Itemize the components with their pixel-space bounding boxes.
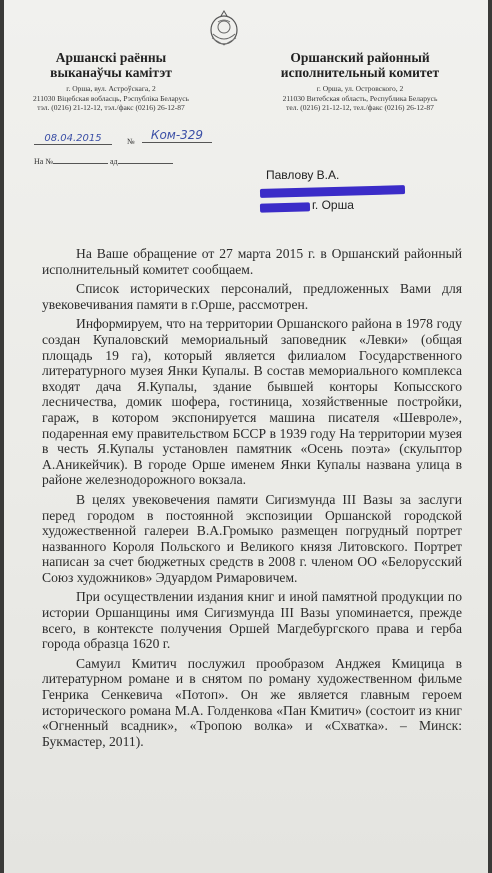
address-line: г. Орша, ул. Островского, 2 [316, 84, 404, 93]
addressee-city: г. Орша [312, 198, 354, 212]
header-left-belarusian [26, 50, 196, 113]
paragraph: Информируем, что на территории Оршанского района в 1978 году создан Купаловский мемориальный заповедник «Левки» (общая площадь 19 га), который является филиалом Государственного литературного музея Янки Купалы. В состав мемориального комплекса входят дача Я.Купалы, здание бывшей конторы Копысского лесничества, домик шофера, гостиница, хозяйственные постройки, гараж, в котором экспонируется машина писателя «Шевроле», подаренная ему правительством БССР в 1939 году На территории музея в честь Я.Купалы установлен памятник «Осень поэта» (скульптор А.Аникейчик). В городе Орше именем Янки Купалы названа улица в районе железнодорожного вокзала. [42, 316, 462, 488]
org-name-line: исполнительный комитет [280, 65, 440, 80]
address-line: г. Орша, вул. Астроўскага, 2 [66, 84, 156, 93]
org-name-line: Оршанский районный [290, 50, 430, 65]
state-emblem-icon [206, 8, 242, 48]
reference-no-label: На № [34, 157, 53, 166]
reference-row [34, 156, 173, 166]
letter-sheet [4, 0, 488, 873]
outgoing-number-handwritten: Ком-329 [142, 128, 212, 143]
org-name-line: выканаўчы камітэт [50, 65, 172, 80]
paragraph: В целях увековечения памяти Сигизмунда III Вазы за заслуги перед городом в постоянной экспозиции Оршанской городской художественной галереи В.А.Громыко размещен погрудный портрет названного Короля Польского и Великого князя Литовского. Портрет написан за счет бюджетных средств в 2008 г. членом ОО «Белорусский Союз художников» Эдуардом Римаровичем. [42, 491, 462, 585]
paragraph: На Ваше обращение от 27 марта 2015 г. в Оршанский районный исполнительный комитет сообщаем. [42, 246, 462, 277]
phone-line: тэл. (0216) 21-12-12, тэл./факс (0216) 26-12-87 [37, 103, 185, 112]
org-name-line: Аршанскі раённы [55, 50, 167, 65]
paragraph: Список исторических персоналий, предложенных Вами для увековечивания памяти в г.Орше, рассмотрен. [42, 281, 462, 312]
paragraph: Самуил Кмитич послужил прообразом Анджея Кмицица в литературном романе и в снятом по роману художественном фильме Генрика Сенкевича «Потоп». Он же является главным героем исторического романа М.А. Голденкова «Пан Кмитич» (состоит из книг «Огненный всадник», «Тропою волка» и «Схватка». – Минск: Букмастер, 2011). [42, 655, 462, 749]
outgoing-date-handwritten: 08.04.2015 [34, 133, 112, 145]
paragraph: При осуществлении издания книг и иной памятной продукции по истории Оршанщины имя Сигизмунда III Вазы упоминается, прежде всего, в контексте получения Оршей Магдебургского права и герба города образца 1620 г. [42, 589, 462, 652]
addressee-name: Павлову В.А. [266, 168, 340, 182]
header-right-russian [260, 50, 460, 113]
address-line: 211030 Віцебская вобласць, Рэспубліка Беларусь [33, 93, 189, 103]
address-line: 211030 Витебская область, Республика Беларусь [282, 93, 438, 103]
phone-line: тел. (0216) 21-12-12, тел./факс (0216) 26-12-87 [286, 103, 434, 112]
letter-body [42, 246, 462, 753]
number-label: № [127, 137, 135, 146]
reference-from-label: ад [109, 157, 118, 166]
redacted-address-line [260, 202, 310, 212]
redacted-address-line [260, 185, 405, 198]
